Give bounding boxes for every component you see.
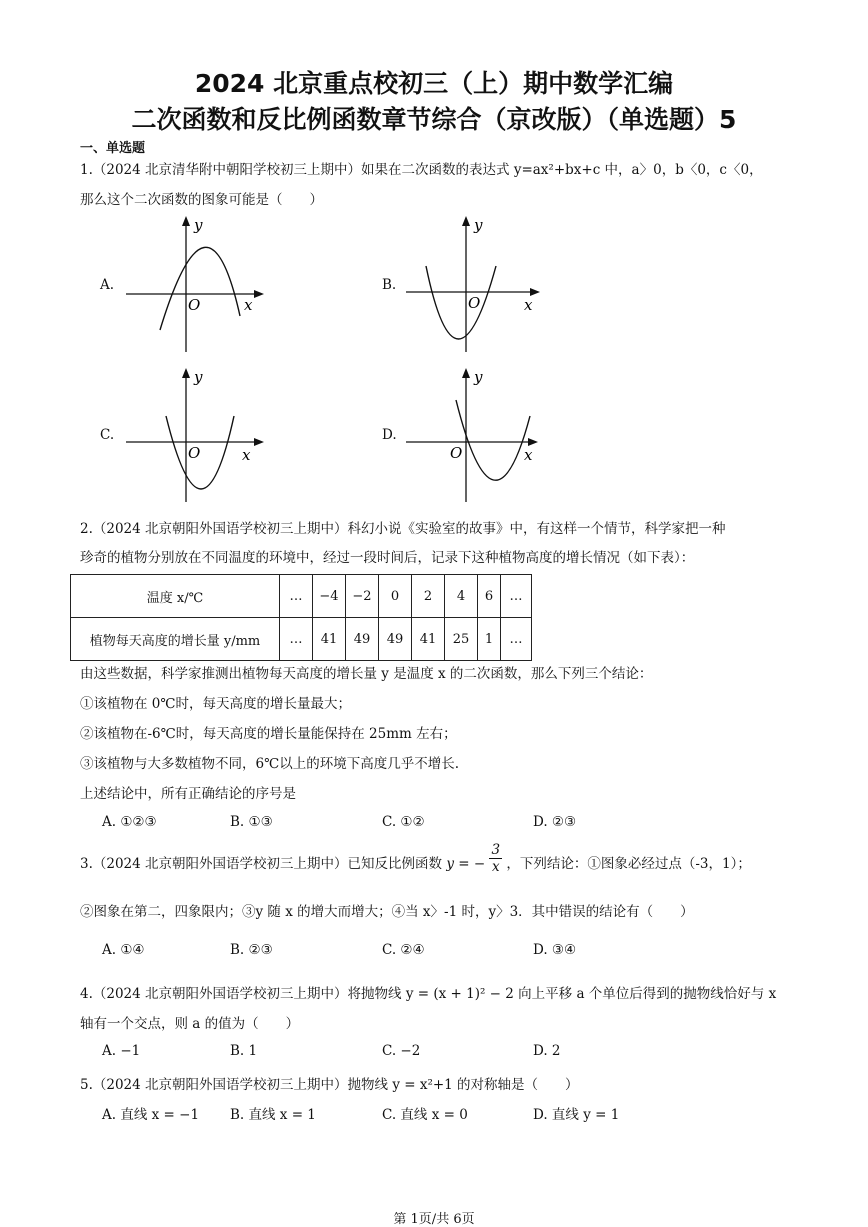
- y-label: y: [194, 216, 203, 234]
- q3-fraction: [489, 842, 502, 875]
- q1-graph-c: [120, 362, 270, 507]
- q2-option-c[interactable]: C. ①②: [382, 814, 425, 830]
- table-cell: …: [501, 618, 532, 661]
- origin-label: O: [468, 294, 481, 312]
- q1-graph-b: [400, 212, 550, 357]
- x-label: x: [242, 446, 251, 464]
- q2-data-table: [70, 574, 532, 661]
- table-cell: 2: [412, 575, 445, 618]
- x-axis-arrow: [528, 438, 538, 446]
- q3-stem-line1: [80, 842, 751, 875]
- q3-stem-suffix: ，下列结论：①图象必经过点（-3，1）；: [506, 856, 751, 872]
- origin-label: O: [188, 444, 201, 462]
- q2-stem-line4: 上述结论中，所有正确结论的序号是: [80, 786, 296, 802]
- y-label: y: [474, 368, 483, 386]
- q1-option-c-label: C.: [100, 427, 115, 443]
- page-title: 2024 北京重点校初三（上）期中数学汇编: [194, 69, 674, 98]
- parabola-curve: [160, 247, 240, 330]
- table-cell: 0: [379, 575, 412, 618]
- table-row: [71, 575, 532, 618]
- q1-graph-a: [120, 212, 270, 357]
- q4-option-c[interactable]: C. −2: [382, 1043, 421, 1059]
- y-axis-arrow: [462, 368, 470, 378]
- q3-fraction-numerator: 3: [491, 842, 501, 858]
- q3-fraction-denominator: x: [491, 859, 500, 875]
- x-axis-arrow: [254, 290, 264, 298]
- q2-stem-line2: 珍奇的植物分别放在不同温度的环境中，经过一段时间后，记录下这种植物高度的增长情况（如下表）：: [80, 550, 695, 566]
- q3-option-b[interactable]: B. ②③: [230, 942, 273, 958]
- x-label: x: [244, 296, 253, 314]
- q5-option-d[interactable]: D. 直线 y = 1: [533, 1107, 620, 1123]
- table-cell: −2: [346, 575, 379, 618]
- q4-option-d[interactable]: D. 2: [533, 1043, 561, 1059]
- y-label: y: [194, 368, 203, 386]
- origin-label: O: [188, 296, 201, 314]
- table-cell: 49: [379, 618, 412, 661]
- x-label: x: [524, 446, 533, 464]
- q2-conclusion-2: ②该植物在-6℃时，每天高度的增长量能保持在 25mm 左右；: [80, 726, 457, 742]
- table-cell: …: [280, 618, 313, 661]
- section-heading: 一、单选题: [80, 141, 146, 156]
- x-label: x: [524, 296, 533, 314]
- table-cell: 49: [346, 618, 379, 661]
- q4-stem-line2: 轴有一个交点，则 a 的值为（ ）: [80, 1016, 300, 1032]
- q5-option-b[interactable]: B. 直线 x = 1: [230, 1107, 316, 1123]
- y-axis-arrow: [182, 368, 190, 378]
- x-axis-arrow: [530, 288, 540, 296]
- origin-label: O: [450, 444, 463, 462]
- y-axis-arrow: [462, 216, 470, 226]
- q1-graph-d: [400, 362, 550, 507]
- table-row: [71, 618, 532, 661]
- y-axis-arrow: [182, 216, 190, 226]
- q3-stem-line2: ②图象在第二，四象限内；③y 随 x 的增大而增大；④当 x〉-1 时，y〉3．其中错误的结论有（ ）: [80, 904, 694, 920]
- table-cell: 1: [478, 618, 501, 661]
- q2-conclusion-1: ①该植物在 0℃时，每天高度的增长量最大；: [80, 696, 351, 712]
- table-cell: −4: [313, 575, 346, 618]
- q3-stem-prefix: 3.（2024 北京朝阳外国语学校初三上期中）已知反比例函数: [80, 856, 443, 872]
- q2-stem-line1: 2.（2024 北京朝阳外国语学校初三上期中）科幻小说《实验室的故事》中，有这样一个情节，科学家把一种: [80, 521, 726, 537]
- q1-option-a-label: A.: [100, 277, 115, 293]
- q3-option-c[interactable]: C. ②④: [382, 942, 425, 958]
- table-cell: …: [501, 575, 532, 618]
- q4-option-b[interactable]: B. 1: [230, 1043, 258, 1059]
- q2-option-a[interactable]: A. ①②③: [102, 814, 157, 830]
- parabola-curve: [456, 400, 530, 480]
- q5-stem-line1: 5.（2024 北京朝阳外国语学校初三上期中）抛物线 y = x²+1 的对称轴是（ ）: [80, 1077, 579, 1093]
- q3-option-a[interactable]: A. ①④: [102, 942, 145, 958]
- table-header-cell: 植物每天高度的增长量 y/mm: [71, 618, 280, 661]
- table-cell: 6: [478, 575, 501, 618]
- y-label: y: [474, 216, 483, 234]
- q2-conclusion-3: ③该植物与大多数植物不同，6℃以上的环境下高度几乎不增长.: [80, 756, 459, 772]
- page-subtitle: 二次函数和反比例函数章节综合（京改版）（单选题）5: [131, 105, 737, 134]
- q3-option-d[interactable]: D. ③④: [533, 942, 577, 958]
- table-cell: 41: [313, 618, 346, 661]
- x-axis-arrow: [254, 438, 264, 446]
- q4-stem-line1: 4.（2024 北京朝阳外国语学校初三上期中）将抛物线 y = (x + 1)² − 2 向上平移 a 个单位后得到的抛物线恰好与 x: [80, 986, 777, 1002]
- parabola-curve: [426, 266, 496, 339]
- q1-option-b-label: B.: [382, 277, 397, 293]
- q5-option-c[interactable]: C. 直线 x = 0: [382, 1107, 468, 1123]
- q4-option-a[interactable]: A. −1: [102, 1043, 141, 1059]
- table-cell: 4: [445, 575, 478, 618]
- q5-option-a[interactable]: A. 直线 x = −1: [102, 1107, 200, 1123]
- table-header-cell: 温度 x/℃: [71, 575, 280, 618]
- q3-formula-lhs: y = −: [446, 856, 486, 872]
- page-footer: 第 1页/共 6页: [393, 1212, 475, 1227]
- q1-stem-line1: 1.（2024 北京清华附中朝阳学校初三上期中）如果在二次函数的表达式 y=ax²+bx+c 中，a〉0，b〈0，c〈0，: [80, 162, 763, 178]
- q2-option-d[interactable]: D. ②③: [533, 814, 577, 830]
- table-cell: …: [280, 575, 313, 618]
- q2-stem-line3: 由这些数据，科学家推测出植物每天高度的增长量 y 是温度 x 的二次函数，那么下列三个结论：: [80, 666, 653, 682]
- table-cell: 25: [445, 618, 478, 661]
- table-cell: 41: [412, 618, 445, 661]
- q1-stem-line2: 那么这个二次函数的图象可能是（ ）: [80, 192, 323, 208]
- q1-option-d-label: D.: [382, 427, 397, 443]
- q2-option-b[interactable]: B. ①③: [230, 814, 273, 830]
